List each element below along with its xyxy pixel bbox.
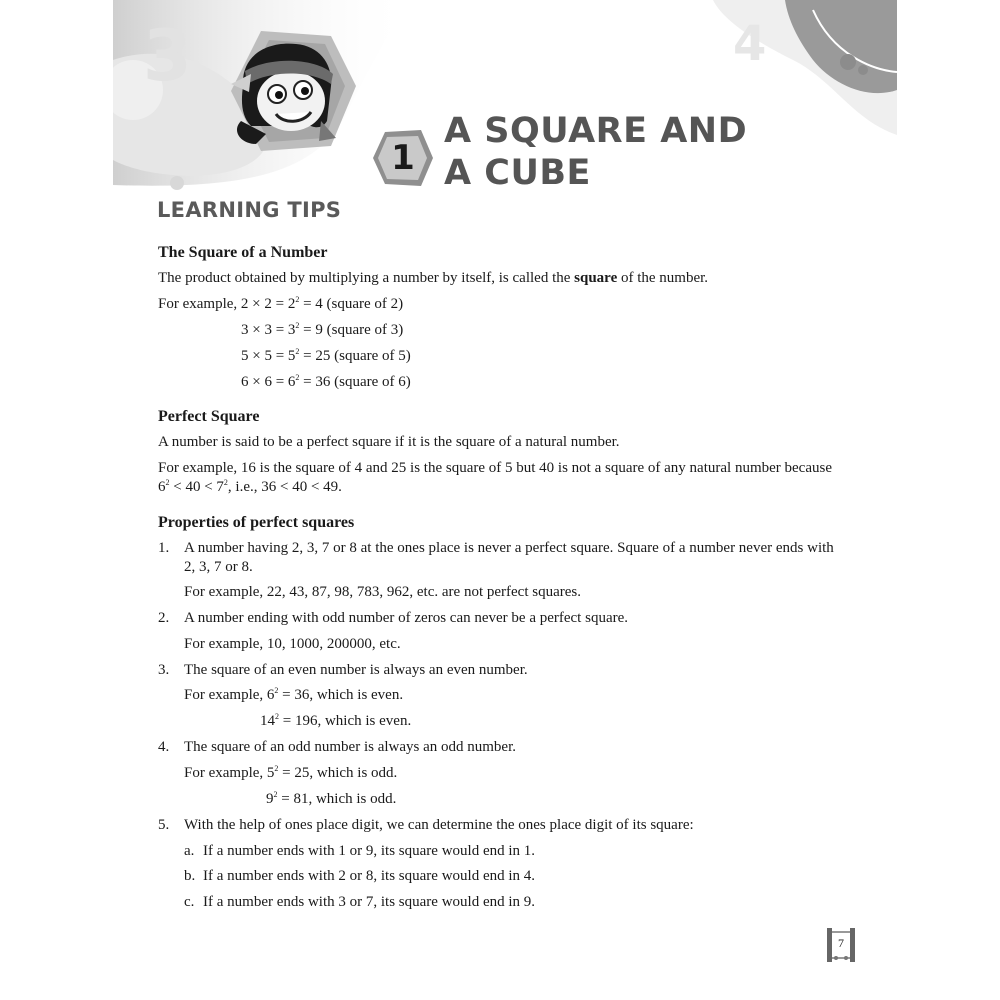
property-3-number: 3. — [158, 662, 170, 678]
property-5a-label: a. — [184, 843, 195, 859]
property-5c-label: c. — [184, 894, 195, 910]
properties-heading: Properties of perfect squares — [158, 514, 355, 531]
square-example-2: $3 \times 3 = 3^2 = 9$ (square of 3) — [241, 321, 404, 338]
perfect-square-definition: A number is said to be a perfect square if it is the square of a natural number. — [158, 434, 620, 450]
property-5-text: With the help of ones place digit, we can determine the ones place digit of its square: — [184, 817, 694, 833]
square-example-3: $5 \times 5 = 5^2 = 25$ (square of 5) — [241, 347, 411, 364]
page-number: 7 — [838, 936, 844, 950]
svg-text:4: 4 — [733, 16, 767, 72]
chapter-title — [444, 110, 747, 194]
property-4-text: The square of an odd number is always an odd number. — [184, 739, 516, 755]
square-heading: The Square of a Number — [158, 244, 328, 261]
square-example-4: $6 \times 6 = 6^2 = 36$ (square of 6) — [241, 373, 411, 390]
perfect-square-heading: Perfect Square — [158, 408, 260, 425]
chapter-title-line-2: A CUBE — [444, 153, 591, 193]
property-2-example: For example, 10, 1000, 200000, etc. — [184, 636, 401, 652]
property-5-number: 5. — [158, 817, 170, 833]
perfect-square-example-line-1: For example, 16 is the square of 4 and 25 is the square of 5 but 40 is not a square of any natural number because — [158, 460, 832, 476]
property-2-number: 2. — [158, 610, 170, 626]
textbook-page — [113, 0, 897, 1000]
property-5a-text: If a number ends with 1 or 9, its square would end in 1. — [203, 843, 536, 859]
property-5b-label: b. — [184, 868, 196, 884]
property-3-example-2: $14^2 = 196$, which is even. — [260, 712, 412, 729]
perfect-square-example-line-2: $6^2 < 40 < 7^2$, i.e., 36 < 40 < 49. — [158, 478, 342, 495]
property-5c-text: If a number ends with 3 or 7, its square would end in 9. — [203, 894, 536, 910]
svg-text:3: 3 — [143, 15, 192, 97]
chapter-number: 1 — [391, 138, 415, 178]
chapter-title-line-1: A SQUARE AND — [444, 111, 748, 151]
property-3-text: The square of an even number is always an even number. — [184, 662, 528, 678]
property-2-text: A number ending with odd number of zeros can never be a perfect square. — [184, 610, 629, 626]
property-1-line-1: A number having 2, 3, 7 or 8 at the ones place is never a perfect square. Square of a number never ends with — [184, 540, 834, 556]
property-5b-text: If a number ends with 2 or 8, its square would end in 4. — [203, 868, 536, 884]
section-title: LEARNING TIPS — [157, 198, 342, 222]
property-1-example: For example, 22, 43, 87, 98, 783, 962, etc. are not perfect squares. — [184, 584, 581, 600]
square-example-1: For example, $2 \times 2 = 2^2 = 4$ (square of 2) — [158, 295, 404, 312]
property-1-number: 1. — [158, 540, 170, 556]
property-1-line-2: 2, 3, 7 or 8. — [184, 559, 253, 575]
property-4-example-1: For example, $5^2 = 25$, which is odd. — [184, 764, 398, 781]
property-3-example-1: For example, $6^2 = 36$, which is even. — [184, 686, 404, 703]
property-4-number: 4. — [158, 739, 170, 755]
property-4-example-2: $9^2 = 81$, which is odd. — [266, 790, 397, 807]
mascot-character-icon — [221, 26, 361, 156]
square-definition: The product obtained by multiplying a number by itself, is called the square of the number. — [158, 270, 709, 286]
